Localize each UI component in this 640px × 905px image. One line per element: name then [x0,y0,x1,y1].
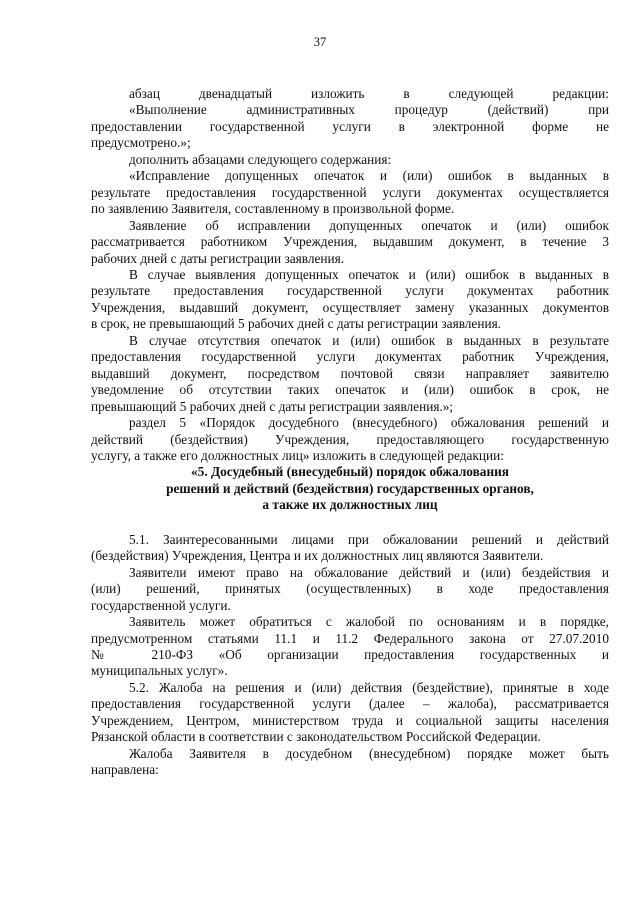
text-line: услугу, а также его должностных лиц» изложить в следующей редакции: [91,447,504,463]
text-line: «Выполнение административных процедур (действий) при [129,102,609,118]
text-line: раздел 5 «Порядок досудебного (внесудебного) обжалования решений и [129,415,609,431]
text-line: результате предоставления государственной услуги документах работник [91,283,609,299]
text-line: 5.1. Заинтересованными лицами при обжаловании решений и действий [129,531,609,547]
text-line: Учреждением, Центром, министерством труда и социальной защиты населения [91,712,609,728]
section-heading: а также их должностных лиц [262,497,438,513]
text-line: Жалоба Заявителя в досудебном (внесудебном) порядке может быть [129,745,609,761]
text-line: Заявители имеют право на обжалование действий и (или) бездействия и [129,564,609,580]
text-line: Учреждения, выдавший документ, осуществляет замену указанных документов [91,299,609,315]
text-line: «Исправление допущенных опечаток и (или) ошибок в выданных в [129,168,609,184]
text-line: предоставлении государственной услуги в электронной форме не [91,118,609,134]
text-line: предусмотрено.»; [91,135,191,151]
text-line: 5.2. Жалоба на решения и (или) действия (бездействие), принятые в ходе [129,679,609,695]
page-number: 37 [313,35,327,49]
text-line: Заявление об исправлении допущенных опечаток и (или) ошибок [129,217,609,233]
text-line: предусмотренном статьями 11.1 и 11.2 Федерального закона от 27.07.2010 [91,630,609,646]
text-line: Заявитель может обратиться с жалобой по основаниям и в порядке, [129,614,609,630]
text-line: абзац двенадцатый изложить в следующей редакции: [129,86,609,101]
text-line: в срок, не превышающий 5 рабочих дней с даты регистрации заявления. [91,316,502,332]
spacer [91,514,609,532]
text-line: действий (бездействия) Учреждения, предоставляющего государственную [91,431,609,447]
text-line: № 210-ФЗ «Об организации предоставления государственных и [91,646,609,662]
text-line: предоставления государственной услуги (далее – жалоба), рассматривается [91,696,609,712]
text-line: рабочих дней с даты регистрации заявления. [91,250,345,266]
text-line: направлена: [91,762,159,778]
text-line: Рязанской области в соответствии с законодательством Российской Федерации. [91,729,541,745]
text-line: государственной услуги. [91,597,231,613]
section-heading: «5. Досудебный (внесудебный) порядок обжалования [191,464,509,480]
text-line: уведомление об отсутствии таких опечаток и (или) ошибок в срок, не [91,382,609,398]
text-line: В случае выявления допущенных опечаток и (или) ошибок в выданных в [129,266,609,282]
text-line: муниципальных услуг». [91,663,228,679]
text-line: В случае отсутствия опечаток и (или) ошибок в выданных в результате [129,332,609,348]
text-line: выдавший документ, посредством почтовой связи направляет заявителю [91,365,609,381]
text-line: дополнить абзацами следующего содержания: [129,151,392,167]
section-heading: решений и действий (бездействия) государственных органов, [166,480,534,496]
text-line: по заявлению Заявителя, составленному в произвольной форме. [91,201,455,217]
text-line: (бездействия) Учреждения, Центра и их должностных лиц являются Заявители. [91,548,544,564]
document-body [91,86,609,779]
text-line: превышающий 5 рабочих дней с даты регистрации заявления.»; [91,398,454,414]
text-line: предоставления государственной услуги документах работник Учреждения, [91,349,609,365]
text-line: рассматривается работником Учреждения, выдавшим документ, в течение 3 [91,234,609,250]
text-line: результате предоставления государственной услуги документах осуществляется [91,184,609,200]
text-line: (или) решений, принятых (осуществленных) в ходе предоставления [91,581,609,597]
